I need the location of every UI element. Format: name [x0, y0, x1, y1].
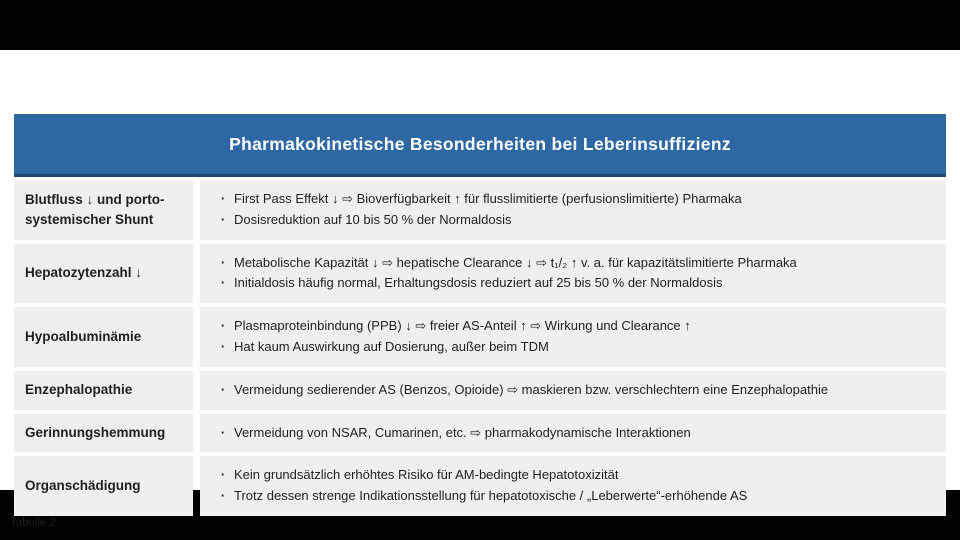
table-row	[14, 244, 946, 304]
bullet-text: Metabolische Kapazität ↓ ⇨ hepatische Clearance ↓ ⇨ t₁/₂ ↑ v. a. für kapazitätslimitierte Pharmaka	[234, 254, 797, 270]
bullet-text: Plasmaproteinbindung (PPB) ↓ ⇨ freier AS-Anteil ↑ ⇨ Wirkung und Clearance ↑	[234, 318, 691, 334]
table-row	[14, 307, 946, 367]
bullet-marker-icon: ·	[220, 424, 226, 440]
bullet-list	[200, 307, 946, 367]
bullet-text: Kein grundsätzlich erhöhtes Risiko für AM-bedingte Hepatotoxizität	[234, 467, 619, 483]
bullet-marker-icon: ·	[220, 467, 226, 483]
row-label: Hypoalbuminämie	[14, 307, 193, 367]
table-caption: Tabelle 2	[10, 517, 57, 529]
bullet-text: Trotz dessen strenge Indikationsstellung für hepatotoxische / „Leberwerte“-erhöhende AS	[234, 488, 748, 504]
bullet-list	[200, 456, 946, 516]
bullet-item	[212, 273, 936, 294]
bullet-item	[212, 189, 936, 210]
bullet-item	[212, 316, 936, 337]
bullet-item	[212, 380, 936, 401]
bullet-item	[212, 486, 936, 507]
row-label: Enzephalopathie	[14, 371, 193, 410]
slide-background	[0, 50, 960, 529]
bullet-item	[212, 210, 936, 231]
table-header	[14, 114, 946, 177]
table-row	[14, 180, 946, 240]
bullet-marker-icon: ·	[220, 318, 226, 334]
row-label: Gerinnungshemmung	[14, 414, 193, 453]
row-label: Blutfluss ↓ und porto-systemischer Shunt	[14, 180, 193, 240]
bullet-text: First Pass Effekt ↓ ⇨ Bioverfügbarkeit ↑ für flusslimitierte (perfusionslimitierte) Pharmaka	[234, 191, 742, 206]
bullet-list	[200, 244, 946, 304]
bullet-item	[212, 423, 936, 444]
bullet-marker-icon: ·	[220, 211, 226, 227]
bullet-marker-icon: ·	[220, 254, 226, 270]
bullet-text: Initialdosis häufig normal, Erhaltungsdosis reduziert auf 25 bis 50 % der Normaldosis	[234, 275, 723, 291]
table-rows	[14, 180, 946, 516]
bullet-marker-icon: ·	[220, 338, 226, 354]
bullet-text: Vermeidung sedierender AS (Benzos, Opioide) ⇨ maskieren bzw. verschlechtern eine Enzephalopathie	[234, 381, 829, 397]
bullet-marker-icon: ·	[220, 488, 226, 504]
table-row	[14, 456, 946, 516]
table-row	[14, 414, 946, 453]
bullet-list	[200, 414, 946, 453]
bullet-item	[212, 465, 936, 486]
bullet-text: Dosisreduktion auf 10 bis 50 % der Normaldosis	[234, 211, 512, 227]
bullet-list	[200, 371, 946, 410]
row-label: Hepatozytenzahl ↓	[14, 244, 193, 304]
bullet-item	[212, 253, 936, 274]
bullet-marker-icon: ·	[220, 191, 226, 206]
bullet-text: Hat kaum Auswirkung auf Dosierung, außer beim TDM	[234, 338, 549, 354]
bullet-marker-icon: ·	[220, 275, 226, 291]
bullet-list	[200, 180, 946, 240]
bullet-text: Vermeidung von NSAR, Cumarinen, etc. ⇨ pharmakodynamische Interaktionen	[234, 424, 691, 440]
row-label: Organschädigung	[14, 456, 193, 516]
bullet-item	[212, 337, 936, 358]
bullet-marker-icon: ·	[220, 381, 226, 397]
pharmacokinetics-table	[14, 114, 946, 516]
page-title: Pharmakokinetische Besonderheiten bei Leberinsuffizienz	[229, 133, 731, 154]
table-row	[14, 371, 946, 410]
